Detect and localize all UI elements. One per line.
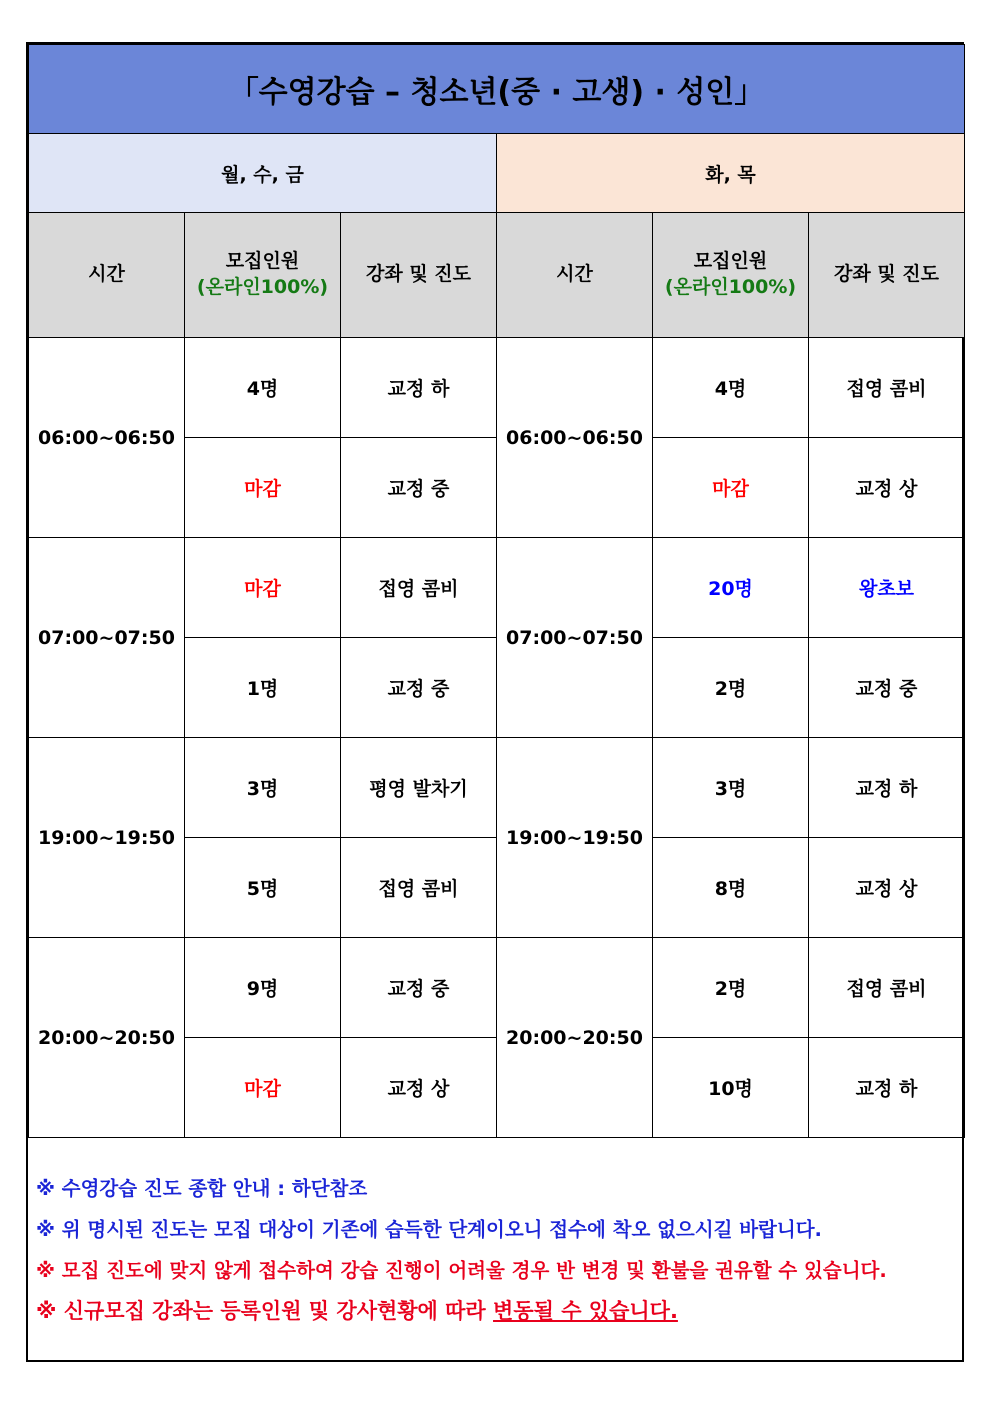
note-new-course bbox=[36, 1291, 956, 1332]
schedule-sheet bbox=[26, 42, 964, 1362]
course-cell: 교정 중 bbox=[341, 438, 497, 538]
time-cell-left: 06:00~06:50 bbox=[29, 338, 185, 538]
note-refund-policy: ※ 모집 진도에 맞지 않게 접수하여 강습 진행이 어려울 경우 반 변경 및 환불을 권유할 수 있습니다. bbox=[36, 1259, 887, 1282]
header-recruit-label: 모집인원 bbox=[225, 250, 300, 273]
count-cell: 마감 bbox=[185, 438, 341, 538]
count-cell: 2명 bbox=[653, 938, 809, 1038]
count-cell: 8명 bbox=[653, 838, 809, 938]
time-cell-right: 06:00~06:50 bbox=[497, 338, 653, 538]
header-recruit-sub: (온라인100%) bbox=[196, 276, 329, 298]
count-cell: 9명 bbox=[185, 938, 341, 1038]
note-new-course-underlined: 변동될 수 있습니다. bbox=[493, 1299, 678, 1323]
count-cell: 마감 bbox=[653, 438, 809, 538]
days-left-header: 월, 수, 금 bbox=[29, 134, 497, 213]
count-cell: 10명 bbox=[653, 1038, 809, 1138]
time-cell-right: 20:00~20:50 bbox=[497, 938, 653, 1138]
header-time-right: 시간 bbox=[497, 213, 653, 338]
note-level-warning: ※ 위 명시된 진도는 모집 대상이 기존에 습득한 단계이오니 접수에 착오 없으시길 바랍니다. bbox=[36, 1218, 822, 1241]
header-course-left: 강좌 및 진도 bbox=[341, 213, 497, 338]
header-course-right: 강좌 및 진도 bbox=[809, 213, 965, 338]
notes-section bbox=[36, 1168, 956, 1332]
header-recruit-label: 모집인원 bbox=[693, 250, 768, 273]
count-cell: 마감 bbox=[185, 538, 341, 638]
course-cell: 교정 중 bbox=[341, 638, 497, 738]
course-cell: 교정 하 bbox=[809, 738, 965, 838]
time-cell-right: 19:00~19:50 bbox=[497, 738, 653, 938]
course-cell: 교정 상 bbox=[809, 838, 965, 938]
course-cell: 교정 중 bbox=[809, 638, 965, 738]
course-cell: 교정 하 bbox=[809, 1038, 965, 1138]
header-recruit-left bbox=[185, 213, 341, 338]
note-new-course-text: ※ 신규모집 강좌는 등록인원 및 강사현황에 따라 bbox=[36, 1299, 494, 1323]
note-progress-guide: ※ 수영강습 진도 종합 안내 : 하단참조 bbox=[36, 1177, 368, 1200]
course-cell: 교정 상 bbox=[341, 1038, 497, 1138]
count-cell: 2명 bbox=[653, 638, 809, 738]
course-cell: 왕초보 bbox=[809, 538, 965, 638]
count-cell: 4명 bbox=[653, 338, 809, 438]
course-cell: 접영 콤비 bbox=[341, 538, 497, 638]
count-cell: 1명 bbox=[185, 638, 341, 738]
schedule-table bbox=[28, 44, 965, 1138]
count-cell: 20명 bbox=[653, 538, 809, 638]
time-cell-right: 07:00~07:50 bbox=[497, 538, 653, 738]
course-cell: 접영 콤비 bbox=[341, 838, 497, 938]
header-recruit-sub: (온라인100%) bbox=[664, 276, 797, 298]
count-cell: 마감 bbox=[185, 1038, 341, 1138]
course-cell: 교정 중 bbox=[341, 938, 497, 1038]
time-cell-left: 19:00~19:50 bbox=[29, 738, 185, 938]
count-cell: 3명 bbox=[653, 738, 809, 838]
course-cell: 평영 발차기 bbox=[341, 738, 497, 838]
course-cell: 접영 콤비 bbox=[809, 338, 965, 438]
count-cell: 4명 bbox=[185, 338, 341, 438]
header-time-left: 시간 bbox=[29, 213, 185, 338]
time-cell-left: 20:00~20:50 bbox=[29, 938, 185, 1138]
count-cell: 3명 bbox=[185, 738, 341, 838]
days-right-header: 화, 목 bbox=[497, 134, 965, 213]
course-cell: 교정 상 bbox=[809, 438, 965, 538]
page-title: 「수영강습 – 청소년(중 · 고생) · 성인」 bbox=[29, 45, 965, 134]
count-cell: 5명 bbox=[185, 838, 341, 938]
time-cell-left: 07:00~07:50 bbox=[29, 538, 185, 738]
course-cell: 교정 하 bbox=[341, 338, 497, 438]
course-cell: 접영 콤비 bbox=[809, 938, 965, 1038]
header-recruit-right bbox=[653, 213, 809, 338]
